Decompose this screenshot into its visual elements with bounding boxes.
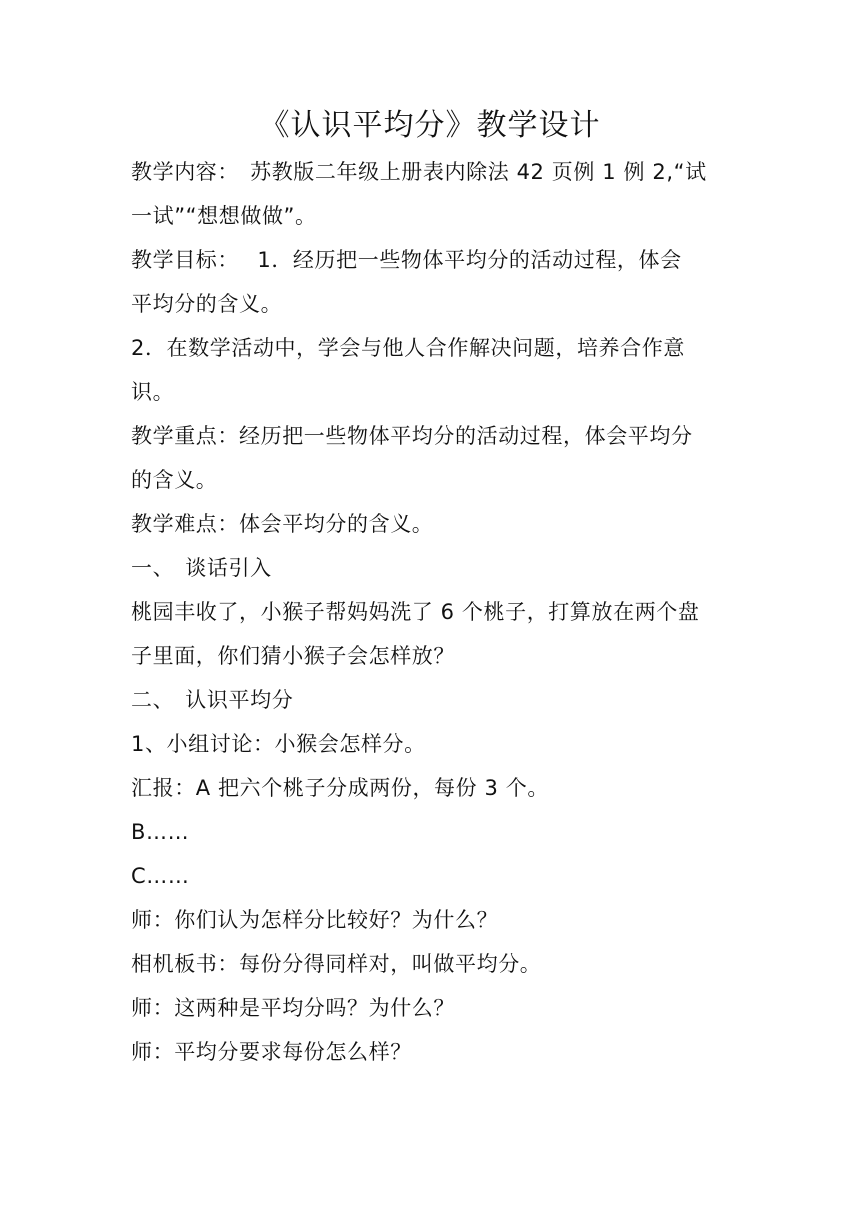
text-line: 教学内容： 苏教版二年级上册表内除法 42 页例 1 例 2,“试 [131, 160, 707, 184]
text-line: 相机板书：每份分得同样对，叫做平均分。 [131, 952, 542, 976]
text-line: 教学目标： 1．经历把一些物体平均分的活动过程，体会 [131, 248, 682, 272]
text-line: 桃园丰收了，小猴子帮妈妈洗了 6 个桃子，打算放在两个盘 [131, 600, 700, 624]
section-heading: 一、 谈话引入 [131, 556, 272, 580]
text-line: 的含义。 [131, 468, 218, 492]
text-line: 教学重点：经历把一些物体平均分的活动过程，体会平均分 [131, 424, 693, 448]
text-line: 1、小组讨论：小猴会怎样分。 [131, 732, 426, 756]
text-line: 子里面，你们猜小猴子会怎样放？ [131, 644, 455, 668]
text-line: 师：你们认为怎样分比较好？为什么？ [131, 908, 499, 932]
text-line: 师：平均分要求每份怎么样？ [131, 1040, 412, 1064]
text-line: C…… [131, 864, 190, 888]
text-line: 师：这两种是平均分吗？为什么？ [131, 996, 455, 1020]
text-line: 2．在数学活动中，学会与他人合作解决问题，培养合作意 [131, 336, 685, 360]
text-line: 识。 [131, 380, 175, 404]
document-title: 《认识平均分》教学设计 [259, 108, 601, 143]
document-body [131, 150, 731, 1074]
text-line: 一试”“想想做做”。 [131, 204, 317, 228]
text-line: 平均分的含义。 [131, 292, 283, 316]
text-line: B…… [131, 820, 190, 844]
section-heading: 二、 认识平均分 [131, 688, 294, 712]
text-line: 教学难点：体会平均分的含义。 [131, 512, 434, 536]
text-line: 汇报：A 把六个桃子分成两份，每份 3 个。 [131, 776, 549, 800]
